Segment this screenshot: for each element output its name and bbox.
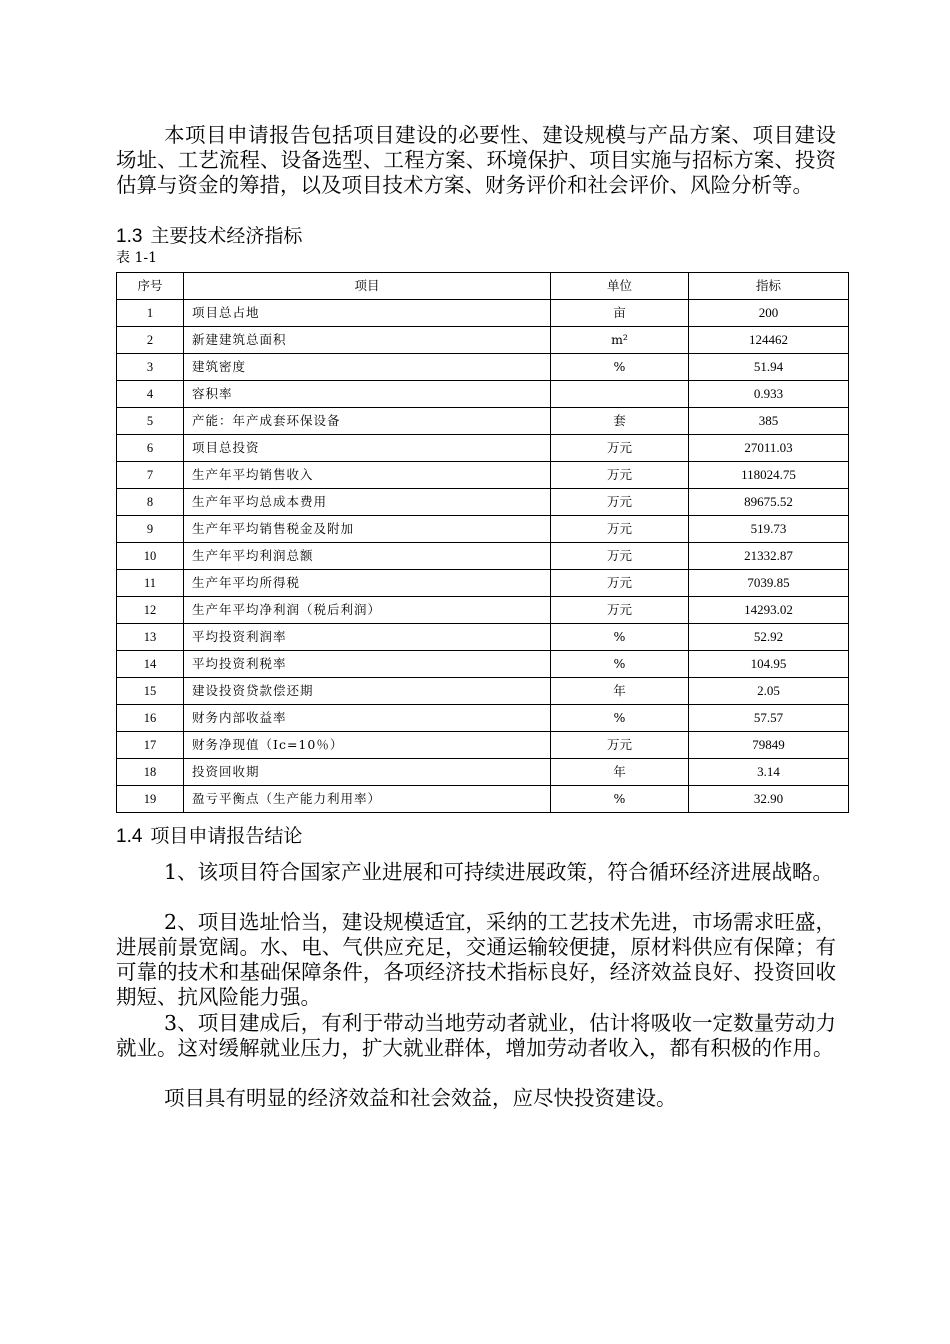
table-row (117, 651, 849, 678)
row-item: 生产年平均销售收入 (184, 462, 551, 489)
row-seq: 1 (117, 300, 184, 327)
row-seq: 19 (117, 786, 184, 813)
row-seq: 7 (117, 462, 184, 489)
table-row (117, 381, 849, 408)
table-body (117, 300, 849, 813)
row-unit: 万元 (551, 516, 689, 543)
table-row (117, 435, 849, 462)
row-seq: 9 (117, 516, 184, 543)
section-number: 1.3 (116, 226, 143, 247)
row-item: 新建建筑总面积 (184, 327, 551, 354)
table-row (117, 705, 849, 732)
row-unit: % (551, 624, 689, 651)
row-value: 3.14 (689, 759, 849, 786)
row-value: 57.57 (689, 705, 849, 732)
row-item: 生产年平均所得税 (184, 570, 551, 597)
row-seq: 15 (117, 678, 184, 705)
row-value: 519.73 (689, 516, 849, 543)
section-heading-1-4 (116, 824, 302, 849)
row-item: 产能：年产成套环保设备 (184, 408, 551, 435)
row-unit: 万元 (551, 543, 689, 570)
row-unit: 万元 (551, 732, 689, 759)
table-row (117, 570, 849, 597)
row-item: 盈亏平衡点（生产能力利用率） (184, 786, 551, 813)
row-value: 27011.03 (689, 435, 849, 462)
row-unit: 万元 (551, 462, 689, 489)
row-seq: 5 (117, 408, 184, 435)
row-unit: 万元 (551, 435, 689, 462)
row-unit: 万元 (551, 570, 689, 597)
section-title: 项目申请报告结论 (150, 825, 303, 847)
conclusion-paragraph-3: 3、项目建成后，有利于带动当地劳动者就业，估计将吸收一定数量劳动力就业。这对缓解就业压力，扩大就业群体，增加劳动者收入，都有积极的作用。 (116, 1011, 836, 1060)
row-item: 生产年平均总成本费用 (184, 489, 551, 516)
row-value: 51.94 (689, 354, 849, 381)
table-row (117, 516, 849, 543)
row-value: 21332.87 (689, 543, 849, 570)
row-value: 124462 (689, 327, 849, 354)
table-caption: 表 1-1 (116, 250, 157, 266)
section-number: 1.4 (116, 826, 143, 847)
row-item: 建筑密度 (184, 354, 551, 381)
section-heading-1-3 (116, 224, 302, 249)
row-item: 财务净现值（Ic=10％） (184, 732, 551, 759)
header-unit: 单位 (551, 273, 689, 300)
row-item: 生产年平均利润总额 (184, 543, 551, 570)
row-value: 79849 (689, 732, 849, 759)
row-item: 生产年平均销售税金及附加 (184, 516, 551, 543)
row-value: 7039.85 (689, 570, 849, 597)
row-unit: 万元 (551, 489, 689, 516)
row-value: 2.05 (689, 678, 849, 705)
row-unit: 年 (551, 759, 689, 786)
row-seq: 18 (117, 759, 184, 786)
row-seq: 8 (117, 489, 184, 516)
row-unit: % (551, 786, 689, 813)
table-row (117, 759, 849, 786)
row-seq: 4 (117, 381, 184, 408)
row-item: 建设投资贷款偿还期 (184, 678, 551, 705)
row-seq: 10 (117, 543, 184, 570)
row-item: 生产年平均净利润（税后利润） (184, 597, 551, 624)
row-seq: 11 (117, 570, 184, 597)
row-value: 0.933 (689, 381, 849, 408)
header-seq: 序号 (117, 273, 184, 300)
row-unit: 亩 (551, 300, 689, 327)
row-item: 容积率 (184, 381, 551, 408)
header-item: 项目 (184, 273, 551, 300)
row-item: 项目总投资 (184, 435, 551, 462)
row-value: 14293.02 (689, 597, 849, 624)
row-value: 32.90 (689, 786, 849, 813)
table-row (117, 327, 849, 354)
intro-paragraph: 本项目申请报告包括项目建设的必要性、建设规模与产品方案、项目建设场址、工艺流程、设备选型、工程方案、环境保护、项目实施与招标方案、投资估算与资金的筹措，以及项目技术方案、财务评价和社会评价、风险分析等。 (116, 123, 836, 197)
table-row (117, 678, 849, 705)
table-row (117, 624, 849, 651)
row-unit: % (551, 651, 689, 678)
row-value: 118024.75 (689, 462, 849, 489)
technical-economic-indicators-table (116, 272, 849, 813)
table-row (117, 300, 849, 327)
header-value: 指标 (689, 273, 849, 300)
table-row (117, 786, 849, 813)
row-item: 平均投资利税率 (184, 651, 551, 678)
row-seq: 6 (117, 435, 184, 462)
row-item: 项目总占地 (184, 300, 551, 327)
row-unit: % (551, 354, 689, 381)
row-seq: 16 (117, 705, 184, 732)
row-seq: 14 (117, 651, 184, 678)
table-row (117, 543, 849, 570)
conclusion-paragraph-1: 1、该项目符合国家产业进展和可持续进展政策，符合循环经济进展战略。 (164, 860, 834, 884)
row-seq: 13 (117, 624, 184, 651)
row-item: 投资回收期 (184, 759, 551, 786)
row-seq: 12 (117, 597, 184, 624)
row-value: 52.92 (689, 624, 849, 651)
table-row (117, 597, 849, 624)
table-header-row (117, 273, 849, 300)
row-unit: m² (551, 327, 689, 354)
table-row (117, 354, 849, 381)
row-value: 89675.52 (689, 489, 849, 516)
row-value: 104.95 (689, 651, 849, 678)
row-unit: 套 (551, 408, 689, 435)
table-row (117, 408, 849, 435)
conclusion-paragraph-4: 项目具有明显的经济效益和社会效益，应尽快投资建设。 (164, 1086, 677, 1110)
row-unit (551, 381, 689, 408)
row-value: 385 (689, 408, 849, 435)
row-value: 200 (689, 300, 849, 327)
row-item: 平均投资利润率 (184, 624, 551, 651)
table-row (117, 732, 849, 759)
row-seq: 3 (117, 354, 184, 381)
table-row (117, 462, 849, 489)
row-seq: 2 (117, 327, 184, 354)
row-unit: % (551, 705, 689, 732)
row-item: 财务内部收益率 (184, 705, 551, 732)
row-seq: 17 (117, 732, 184, 759)
row-unit: 万元 (551, 597, 689, 624)
row-unit: 年 (551, 678, 689, 705)
section-title: 主要技术经济指标 (150, 225, 303, 247)
conclusion-paragraph-2: 2、项目选址恰当，建设规模适宜，采纳的工艺技术先进，市场需求旺盛，进展前景宽阔。水、电、气供应充足，交通运输较便捷，原材料供应有保障；有可靠的技术和基础保障条件，各项经济技术指标良好，经济效益良好、投资回收期短、抗风险能力强。 (116, 910, 836, 1009)
table-row (117, 489, 849, 516)
